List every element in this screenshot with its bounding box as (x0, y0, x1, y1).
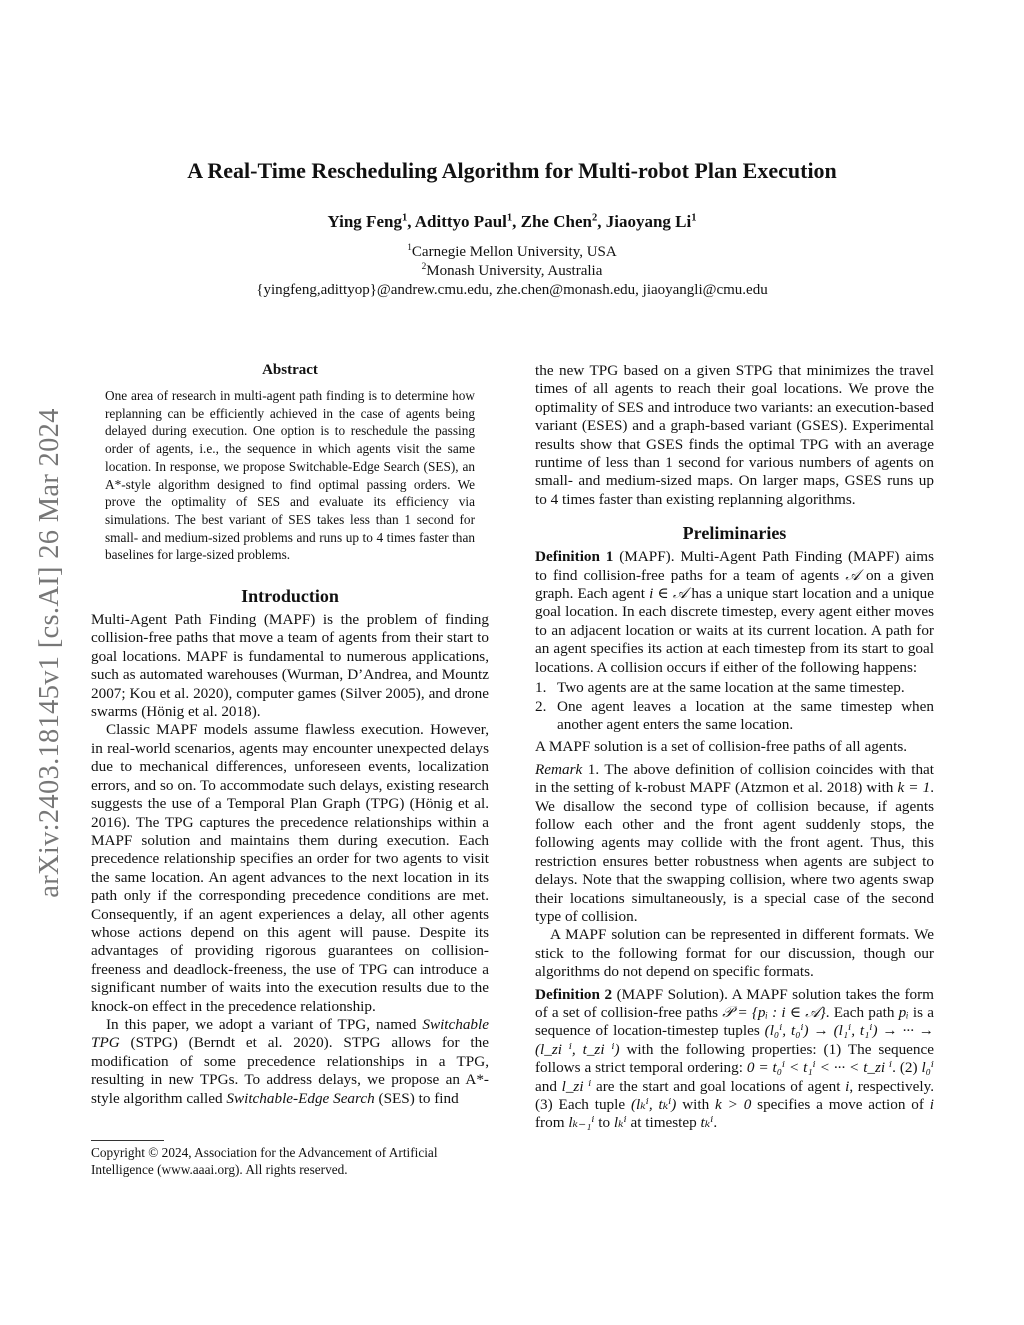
formats-paragraph: A MAPF solution can be represented in different formats. We stick to the following format for our discussion, though our algorithms do not depend on specific formats. (535, 926, 934, 981)
affiliation: $^1$Carnegie Mellon University, USA (407, 243, 617, 260)
definition-2: Definition 2 (MAPF Solution). A MAPF solution takes the form of a set of collision-free paths 𝒫 = {pᵢ : i ∈ 𝒜}. Each path pᵢ is a sequence of location-timestep tuples (l₀ⁱ, t₀ⁱ) → (l₁ⁱ, t₁ⁱ) → ··· → (l_zi ⁱ, t_zi ⁱ) with the following properties: (1) The sequence follows a strict temporal ordering: 0 = t₀ⁱ < t₁ⁱ < ··· < t_zi ⁱ. (2) l₀ⁱ and l_zi ⁱ are the start and goal locations of agent i, respectively. (3) Each tuple (lₖⁱ, tₖⁱ) with k > 0 specifies a move action of i from lₖ₋₁ⁱ to lₖⁱ at timestep tₖⁱ. (535, 985, 934, 1132)
intro-continuation: the new TPG based on a given STPG that minimizes the travel times of all agents to reach their goal locations. We prove the optimality of SES and introduce two variants: an execution-based variant (ESES) and a graph-based variant (GSES). Experimental results show that GSES finds the optimal TPG with an average runtime of less than 1 second for various numbers of agents on small- and medium-sized maps. On larger maps, GSES runs up to 4 times faster than existing replanning algorithms. (535, 362, 934, 508)
arxiv-identifier: arXiv:2403.18145v1 [cs.AI] 26 Mar 2024 (34, 407, 65, 898)
intro-paragraph: Multi-Agent Path Finding (MAPF) is the problem of finding collision-free paths that move a team of agents from their start to goal locations. MAPF is fundamental to numerous applications, such as automated warehouses (Wurman, D’Andrea, and Mountz 2007; Kou et al. 2020), computer games (Silver 2005), and drone swarms (Hönig et al. 2018). (91, 611, 489, 721)
definition-1: Definition 1 (MAPF). Multi-Agent Path Finding (MAPF) aims to find collision-free paths for a team of agents 𝒜 on a given graph. Each agent i ∈ 𝒜 has a unique start location and a unique goal location. In each discrete timestep, every agent either moves to an adjacent location or waits at its current location. A path for an agent specifies its action at each timestep from its start to goal locations. A collision occurs if either of the following happens: (535, 548, 935, 676)
footnote-rule (91, 1140, 164, 1141)
paper-title: A Real-Time Rescheduling Algorithm for Multi-robot Plan Execution (187, 158, 837, 183)
collision-list (535, 679, 934, 734)
author-name: Jiaoyang Li (605, 212, 692, 231)
affiliation: $^2$Monash University, Australia (421, 262, 603, 279)
preliminaries-heading: Preliminaries (682, 523, 787, 544)
author-name: Adittyo Paul (414, 212, 507, 231)
introduction-heading: Introduction (241, 586, 339, 607)
author-emails: {yingfeng,adittyop}@andrew.cmu.edu, zhe.chen@monash.edu, jiaoyangli@cmu.edu (256, 282, 768, 298)
author-name: Ying Feng (327, 212, 402, 231)
remark-1: Remark 1. The above definition of collision coincides with that in the setting of k-robust MAPF (Atzmon et al. 2018) with k = 1. We disallow the second type of collision because, if agents follow each other and the front agent suddenly stops, the following agents may collide with the front agent. Thus, this restriction ensures better robustness when agents are subject to delays. Note that the swapping collision, where two agents swap their locations simultaneously, is a special case of the second type of collision. (535, 760, 934, 925)
author-name: Zhe Chen (520, 212, 592, 231)
abstract-heading: Abstract (262, 362, 318, 378)
author-list: Ying Feng$^1$, Adittyo Paul$^1$, Zhe Chen$^2$, Jiaoyang Li$^1$ (327, 212, 697, 231)
copyright-footnote: Copyright © 2024, Association for the Advancement of Artificial Intelligence (www.aaai.org). All rights reserved. (91, 1145, 438, 1177)
intro-paragraph: In this paper, we adopt a variant of TPG, named Switchable TPG (STPG) (Berndt et al. 2020). STPG allows for the modification of some precedence relationships in a TPG, resulting in new TPGs. To address delays, we propose an A*-style algorithm called Switchable-Edge Search (SES) to find (91, 1015, 489, 1107)
left-column (91, 362, 489, 1108)
abstract-body: One area of research in multi-agent path finding is to determine how replanning can be efficiently achieved in the case of agents being delayed during execution. One option is to reschedule the passing order of agents, i.e., the sequence in which agents visit the same location. In response, we propose Switchable-Edge Search (SES), an A*-style algorithm designed to find optimal passing orders. We prove the optimality of SES and evaluate its efficiency via simulations. The best variant of SES takes less than 1 second for small- and medium-sized problems and runs up to 4 times faster than baselines for large-sized problems. (105, 388, 475, 563)
list-item: 2. One agent leaves a location at the same timestep when another agent enters the same location. (535, 697, 934, 733)
solution-sentence: A MAPF solution is a set of collision-free paths of all agents. (535, 738, 908, 756)
intro-paragraph: Classic MAPF models assume flawless execution. However, in real-world scenarios, agents may encounter unexpected delays due to mechanical differences, unforeseen events, localization errors, and so on. To accommodate such delays, existing research suggests the use of a Temporal Plan Graph (TPG) (Hönig et al. 2016). The TPG captures the precedence relationships within a MAPF solution and maintains them during execution. Each precedence relationship specifies an order for two agents to visit the same location. An agent advances to the next location in its path only if the corresponding precedence conditions are met. Consequently, if an agent experiences a delay, all other agents whose actions depend on this agent will pause. Despite its advantages of providing rigorous guarantees on collision-freeness and deadlock-freeness, the use of TPG can introduce a significant number of waits into the execution results due to the knock-on effect in the precedence relationship. (91, 721, 489, 1015)
right-column (535, 362, 934, 1133)
arxiv-sidebar (30, 360, 70, 945)
list-item: 1. Two agents are at the same location at the same timestep. (535, 679, 905, 697)
